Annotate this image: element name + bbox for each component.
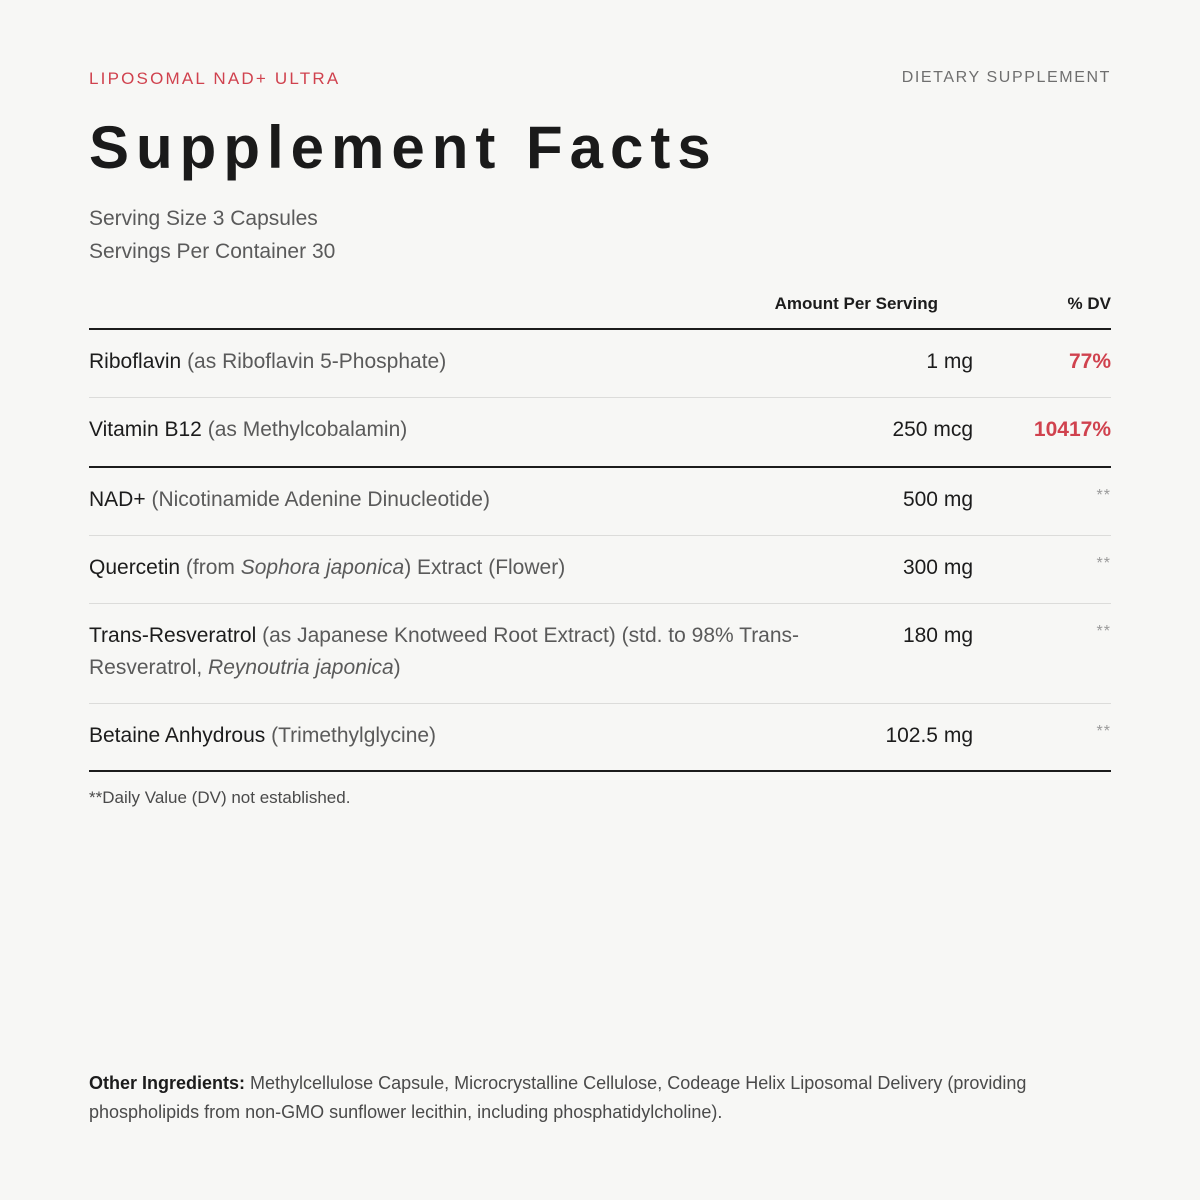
dv-footnote: **Daily Value (DV) not established.: [89, 788, 351, 807]
ingredient-detail-botanical: Sophora japonica: [240, 556, 405, 579]
dv-value: **: [1096, 487, 1111, 504]
ingredient-detail-suffix: ): [393, 656, 401, 679]
ingredient-cell: [89, 346, 859, 378]
amount-value: 1 mg: [926, 350, 973, 373]
ingredient-cell: [89, 552, 859, 584]
serving-size: Serving Size 3 Capsules: [89, 207, 318, 230]
dv-value: **: [1096, 723, 1111, 740]
amount-value: 300 mg: [902, 556, 973, 579]
ingredient-name: Riboflavin: [89, 350, 182, 373]
serving-info: [89, 202, 335, 268]
supplement-facts-panel: [89, 0, 1111, 1200]
ingredient-name: Betaine Anhydrous: [89, 724, 266, 747]
ingredient-detail-botanical: Reynoutria japonica: [208, 656, 394, 679]
ingredient-name: NAD+: [89, 488, 146, 511]
dv-value: 77%: [1068, 350, 1111, 373]
table-top-rule: [89, 328, 1111, 330]
row-divider: [89, 397, 1111, 398]
other-ingredients-label: Other Ingredients:: [89, 1073, 246, 1093]
dv-value: **: [1096, 555, 1111, 572]
row-divider: [89, 703, 1111, 704]
row-divider: [89, 603, 1111, 604]
ingredient-cell: [89, 414, 859, 446]
ingredient-name: Vitamin B12: [89, 418, 202, 441]
ingredient-detail: (Trimethylglycine): [271, 724, 437, 747]
ingredient-detail-prefix: (as Japanese Knotweed Root Extract) (std. to 98% Trans-Resveratrol,: [89, 624, 800, 679]
row-divider: [89, 535, 1111, 536]
ingredient-detail: (as Riboflavin 5-Phosphate): [187, 350, 447, 373]
ingredient-detail: (as Methylcobalamin): [207, 418, 408, 441]
ingredient-name: Trans-Resveratrol: [89, 624, 257, 647]
ingredient-cell: [89, 484, 859, 516]
category-label: DIETARY SUPPLEMENT: [901, 69, 1111, 86]
other-ingredients: [89, 1069, 1099, 1127]
ingredient-name: Quercetin: [89, 556, 181, 579]
amount-value: 500 mg: [902, 488, 973, 511]
column-header-amount: Amount Per Serving: [774, 294, 938, 313]
table-bottom-rule: [89, 770, 1111, 772]
ingredient-detail-suffix: ) Extract (Flower): [404, 556, 566, 579]
ingredient-cell: [89, 620, 859, 684]
ingredient-detail: (Nicotinamide Adenine Dinucleotide): [151, 488, 490, 511]
other-ingredients-text: Methylcellulose Capsule, Microcrystalline Cellulose, Codeage Helix Liposomal Delivery (providing phospholipids from non-GMO sunflower lecithin, including phosphatidylcholine).: [89, 1073, 1027, 1122]
column-header-dv: % DV: [1067, 294, 1111, 313]
dv-value: **: [1096, 623, 1111, 640]
section-divider-rule: [89, 466, 1111, 468]
dv-value: 10417%: [1033, 418, 1111, 441]
servings-per-container: Servings Per Container 30: [89, 240, 336, 263]
amount-value: 250 mcg: [892, 418, 973, 441]
product-name: LIPOSOMAL NAD+ ULTRA: [89, 69, 341, 88]
ingredient-detail-prefix: (from: [185, 556, 241, 579]
header-row: [89, 69, 1111, 91]
amount-value: 102.5 mg: [885, 724, 973, 747]
ingredient-cell: [89, 720, 859, 752]
amount-value: 180 mg: [902, 624, 973, 647]
page-title: Supplement Facts: [89, 114, 718, 181]
